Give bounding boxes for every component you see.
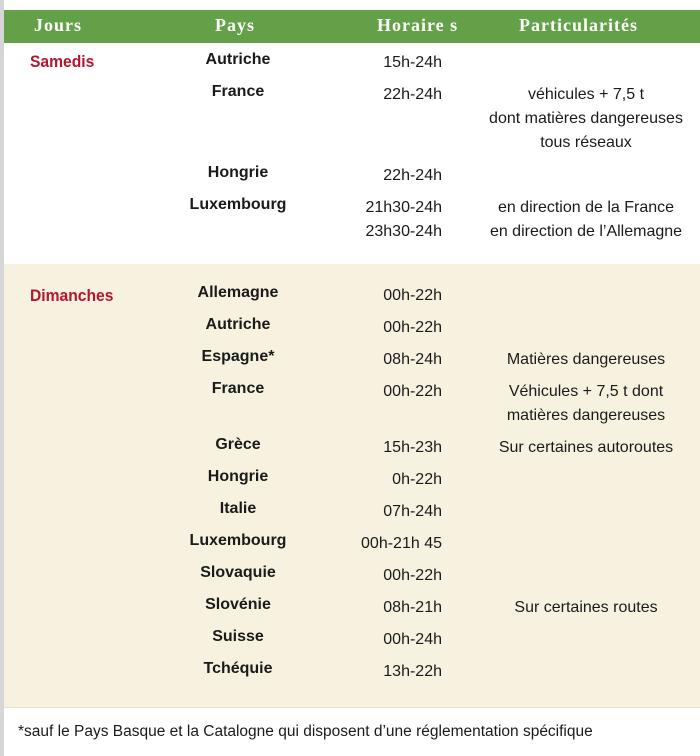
footnote: *sauf le Pays Basque et la Catalogne qui disposent d’une réglementation spécifique <box>18 723 593 740</box>
table-header <box>4 10 700 43</box>
hours-value: 21h30-24h <box>365 199 442 216</box>
country-name: France <box>211 380 265 397</box>
note-line: en direction de l’Allemagne <box>489 223 683 240</box>
note-cell <box>507 348 665 372</box>
hours-cell <box>383 316 442 340</box>
hours-value: 00h-22h <box>383 383 442 400</box>
header-particularites: Particularités <box>519 15 638 35</box>
hours-value: 23h30-24h <box>365 223 442 240</box>
note-line: véhicules + 7,5 t <box>527 86 645 103</box>
country-name: Luxembourg <box>189 532 287 549</box>
note-cell <box>514 596 657 620</box>
note-line: matières dangereuses <box>506 407 666 424</box>
country-name: Tchéquie <box>203 660 273 677</box>
country-name: Grèce <box>215 436 261 453</box>
samedis-section <box>4 43 700 264</box>
hours-value: 00h-22h <box>383 287 442 304</box>
header-jours: Jours <box>34 15 83 35</box>
hours-value: 13h-22h <box>383 663 442 680</box>
note-cell <box>490 196 682 244</box>
country-name: Autriche <box>205 51 271 68</box>
country-name: Hongrie <box>207 468 269 485</box>
note-cell <box>507 380 665 428</box>
hours-value: 15h-23h <box>383 439 442 456</box>
hours-value: 00h-24h <box>383 631 442 648</box>
hours-cell <box>383 564 442 588</box>
hours-cell <box>383 51 442 75</box>
country-name: Luxembourg <box>189 196 287 213</box>
hours-value: 08h-21h <box>383 599 442 616</box>
hours-value: 00h-21h 45 <box>361 535 442 552</box>
hours-cell <box>361 532 442 556</box>
hours-value: 07h-24h <box>383 503 442 520</box>
hours-value: 15h-24h <box>383 54 442 71</box>
country-name: Italie <box>219 500 257 517</box>
hours-value: 22h-24h <box>383 167 442 184</box>
hours-value: 22h-24h <box>383 86 442 103</box>
note-cell <box>499 436 673 460</box>
country-name: Slovénie <box>205 596 271 613</box>
note-line: Sur certaines autoroutes <box>498 439 674 456</box>
hours-cell <box>383 348 442 372</box>
hours-cell <box>383 83 442 107</box>
hours-cell <box>383 164 442 188</box>
country-name: Allemagne <box>197 284 279 301</box>
day-label-dimanches: Dimanches <box>30 286 114 305</box>
note-line: en direction de la France <box>497 199 675 216</box>
note-line: Matières dangereuses <box>506 351 666 368</box>
footnote-area <box>4 707 700 756</box>
header-horaires: Horaire s <box>377 15 459 35</box>
note-cell <box>489 83 683 155</box>
header-pays: Pays <box>215 15 255 35</box>
hours-value: 00h-22h <box>383 567 442 584</box>
note-line: tous réseaux <box>540 134 632 151</box>
hours-cell <box>383 500 442 524</box>
hours-cell <box>383 284 442 308</box>
dimanches-section <box>4 264 700 707</box>
hours-cell <box>392 468 442 492</box>
hours-value: 08h-24h <box>383 351 442 368</box>
day-label-samedis: Samedis <box>30 52 95 71</box>
country-name: Suisse <box>212 628 264 645</box>
hours-cell <box>383 436 442 460</box>
country-name: Slovaquie <box>200 564 276 581</box>
hours-cell <box>383 596 442 620</box>
hours-cell <box>383 660 442 684</box>
hours-cell <box>383 380 442 404</box>
note-line: Véhicules + 7,5 t dont <box>508 383 664 400</box>
country-name: Autriche <box>205 316 271 333</box>
note-line: dont matières dangereuses <box>489 110 683 127</box>
country-name: France <box>211 83 265 100</box>
country-name: Hongrie <box>207 164 269 181</box>
hours-cell <box>383 628 442 652</box>
hours-value: 00h-22h <box>383 319 442 336</box>
note-line: Sur certaines routes <box>514 599 658 616</box>
hours-cell <box>365 196 442 244</box>
country-name: Espagne* <box>201 348 275 365</box>
hours-value: 0h-22h <box>392 471 442 488</box>
